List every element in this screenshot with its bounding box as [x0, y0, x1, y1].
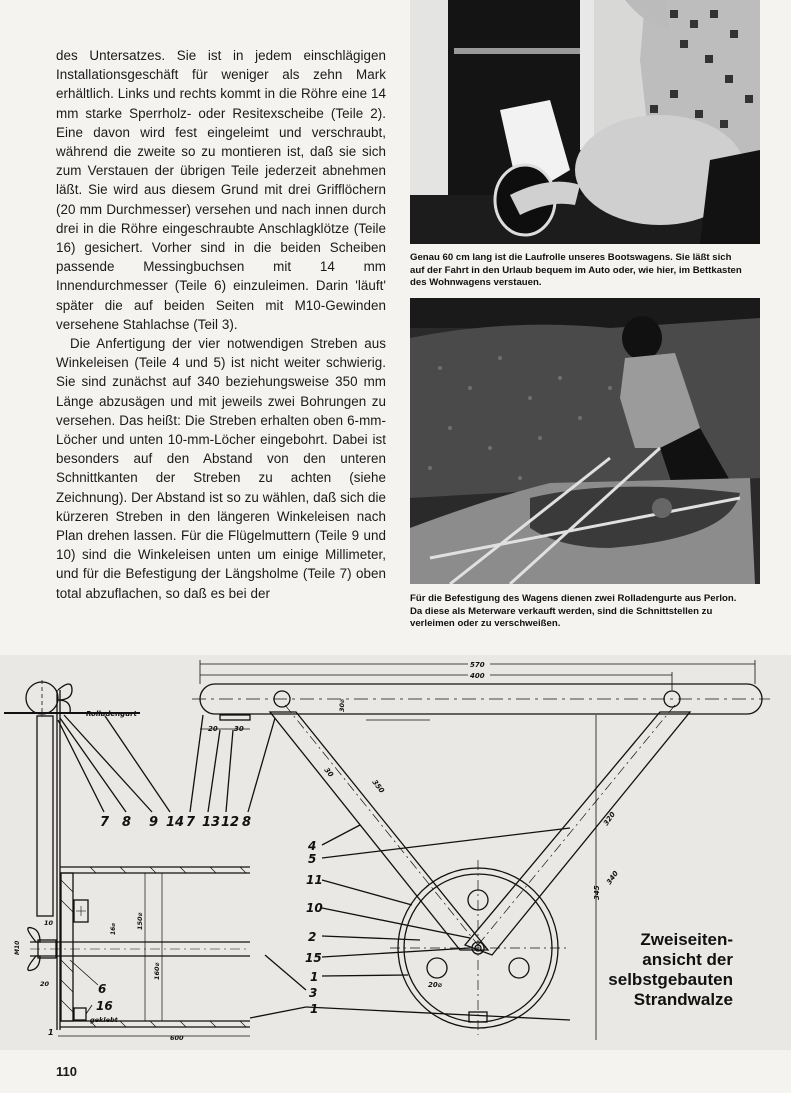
part-label: 13 — [202, 815, 221, 830]
svg-text:20: 20 — [208, 725, 218, 733]
svg-text:M10: M10 — [14, 940, 21, 955]
part-label: 16 — [96, 999, 113, 1013]
svg-text:30⌀: 30⌀ — [338, 699, 346, 712]
svg-text:30: 30 — [322, 766, 335, 779]
part-label: 9 — [149, 815, 159, 830]
part-label: 3 — [309, 986, 318, 1000]
part-label: 7 — [186, 815, 196, 830]
body-text-column — [56, 46, 386, 603]
part-label: 14 — [166, 815, 185, 830]
body-paragraph: Die Anfertigung der vier notwendigen Streben aus Winkeleisen (Teile 4 und 5) ist nicht weiter schwierig. Sie sind zunächst auf 340 beziehungsweise 350 mm Länge abzusägen und mit jeweils zwei Bohrungen zu versehen. Das heißt: Die Streben erhalten oben 6-mm-Löcher und unten 10-mm-Löcher eingebohrt. Dabei ist besonders auf den Abstand von den unteren Schnittkanten der Streben zu achten (siehe Zeichnung). Der Abstand ist so zu wählen, daß sich die kürzeren Streben in den längeren Winkeleisen nach Plan drehen lassen. Für die Flügelmuttern (Teile 9 und 10) sind die Winkeleisen unten um einige Millimeter, und für die Befestigung der Längsholme (Teile 7) oben total abzuflachen, so daß es bei der — [56, 336, 386, 601]
svg-text:16⌀: 16⌀ — [110, 923, 117, 935]
svg-text:350: 350 — [370, 778, 386, 795]
photo-roller-in-bedbox — [410, 0, 760, 244]
part-label: 7 — [100, 815, 110, 830]
part-label: 5 — [308, 852, 317, 866]
body-paragraph: des Untersatzes. Sie ist in jedem einschlägigen Installationsgeschäft für weniger als zehn Mark erhältlich. Links und rechts kommt in die Röhre eine 14 mm starke Sperrholz- oder Resitexscheibe (Teile 2). Eine davon wird fest eingeleimt und verschraubt, während die zweite so zu montieren ist, daß sie sich zum Verstauen der übrigen Teile jederzeit abnehmen läßt. Sie wird aus diesem Grund mit drei Grifflöchern (20 mm Durchmesser) versehen und nach innen durch drei in die Röhre eingeschraubte Anschlagklötze (Teile 16) gesichert. Vorher sind in die beiden Scheiben passende Messingbuchsen mit 14 mm Innendurchmesser (Teile 6) einzuleimen. Darin 'läuft' später die auf beiden Seiten mit M10-Gewinden versehene Stahlachse (Teil 3). — [56, 48, 386, 332]
part-label: 8 — [122, 815, 132, 830]
svg-text:340: 340 — [605, 869, 621, 887]
part-label: 1 — [310, 1002, 319, 1016]
photo-boat-image — [410, 298, 760, 584]
page-number: 110 — [56, 1064, 77, 1079]
drawing-title-line: Zweiseiten- — [640, 930, 733, 949]
svg-text:160⌀: 160⌀ — [153, 962, 161, 980]
part-label: 2 — [308, 930, 317, 944]
svg-text:400: 400 — [470, 672, 485, 680]
part-label: 12 — [221, 815, 240, 830]
part-label: 1 — [310, 970, 319, 984]
svg-text:570: 570 — [470, 661, 485, 669]
svg-text:320: 320 — [602, 810, 618, 828]
photo-caption: Genau 60 cm lang ist die Laufrolle unseres Bootswagens. Sie läßt sich auf der Fahrt in den Urlaub bequem im Auto oder, wie hier, im Bettkasten des Wohnwagens verstauen. — [410, 252, 742, 289]
svg-text:10: 10 — [44, 919, 54, 927]
svg-text:150⌀: 150⌀ — [136, 912, 144, 930]
svg-text:600: 600 — [170, 1034, 184, 1042]
svg-text:20⌀: 20⌀ — [428, 981, 442, 989]
drawing-title-line: ansicht der — [642, 950, 733, 969]
photo-boat-straps — [410, 298, 760, 584]
part-label: 4 — [308, 839, 317, 853]
drawing-title-line: selbstgebauten — [608, 970, 733, 989]
part-label: 1 — [48, 1028, 54, 1037]
part-label: 6 — [98, 982, 107, 996]
svg-text:345: 345 — [593, 885, 601, 900]
part-label: 15 — [305, 951, 322, 965]
svg-text:30: 30 — [234, 725, 244, 733]
part-label: 11 — [306, 873, 323, 887]
svg-text:20: 20 — [40, 980, 50, 988]
photo-caption: Für die Befestigung des Wagens dienen zwei Rolladengurte aus Perlon. Da diese als Meterware verkauft werden, sind die Schnittstellen zu verleimen oder zu verschweißen. — [410, 593, 737, 630]
strap-label: Rolladengurt — [86, 710, 137, 718]
photo-roller-image — [410, 0, 760, 244]
svg-text:geklebt: geklebt — [90, 1016, 118, 1024]
part-label: 10 — [306, 901, 323, 915]
drawing-title — [608, 930, 733, 1010]
part-label: 8 — [242, 815, 252, 830]
drawing-title-line: Strandwalze — [633, 990, 733, 1009]
